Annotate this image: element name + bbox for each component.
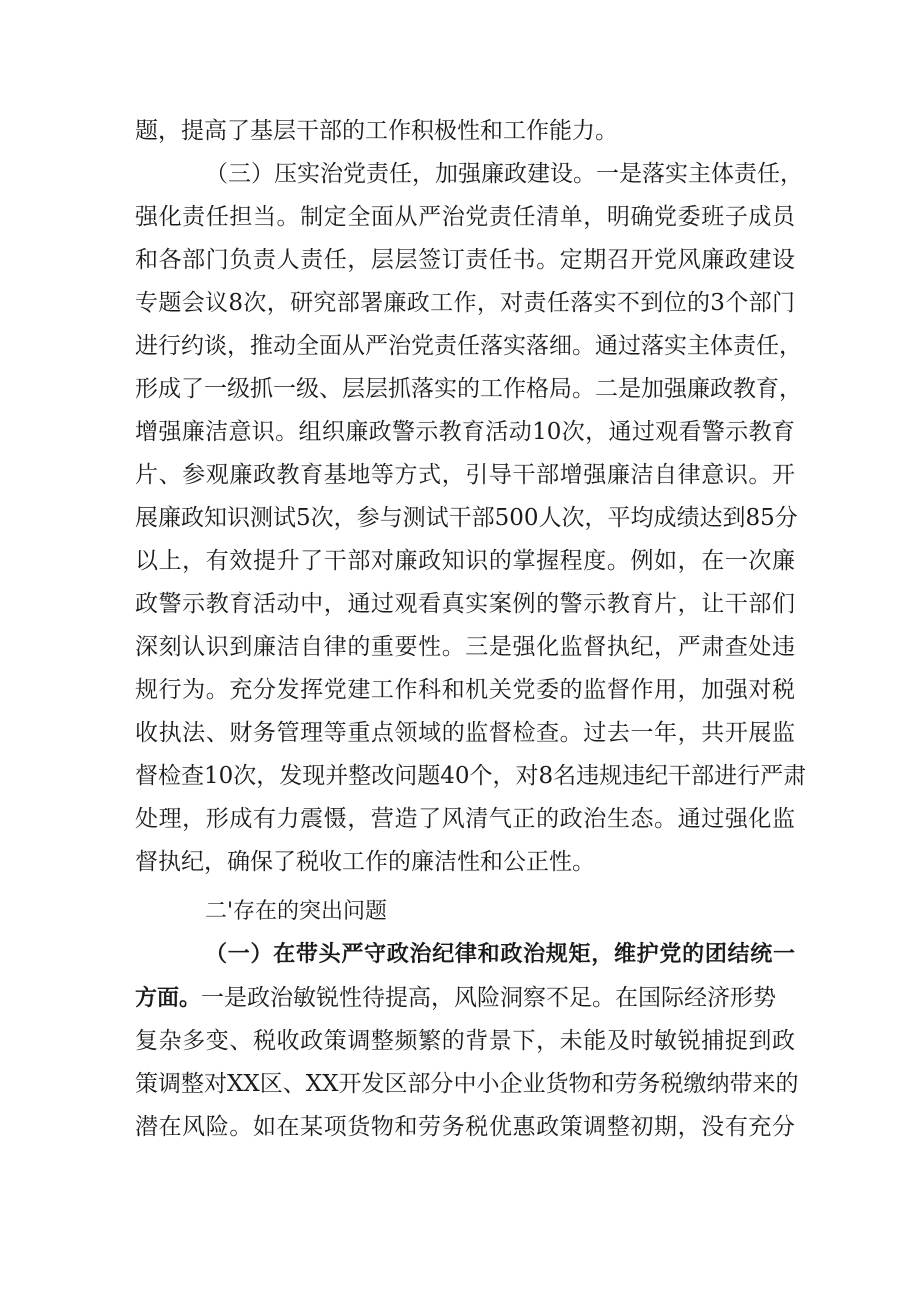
- text-line-11: 以上，有效提升了干部对廉政知识的掌握程度。例如，在一次廉: [135, 548, 795, 574]
- section-3-heading-line: （三）压实治党责任，加强廉政建设。一是落实主体责任，: [205, 161, 803, 187]
- text-line-5: 专题会议8次，研究部署廉政工作，对责任落实不到位的3个部门: [135, 290, 795, 316]
- subsection-1-heading-end: 方面。: [135, 986, 202, 1011]
- text-line-8: 增强廉洁意识。组织廉政警示教育活动10次，通过观看警示教育: [135, 419, 795, 445]
- text-line-24: 潜在风险。如在某项货物和劳务税优惠政策调整初期，没有充分: [135, 1114, 795, 1140]
- text-line-6: 进行约谈，推动全面从严治党责任落实落细。通过落实主体责任，: [135, 333, 802, 359]
- text-line-16: 督检查10次，发现并整改问题40个，对8名违规违纪干部进行严肃: [135, 763, 807, 789]
- text-line-3: 强化责任担当。制定全面从严治党责任清单，明确党委班子成员: [135, 204, 795, 230]
- text-line-21-body: 一是政治敏锐性待提高，风险洞察不足。在国际经济形势: [201, 985, 777, 1011]
- text-line-21: [135, 979, 795, 1017]
- text-line-23: 策调整对XX区、XX开发区部分中小企业货物和劳务税缴纳带来的: [135, 1071, 799, 1097]
- text-line-4: 和各部门负责人责任，层层签订责任书。定期召开党风廉政建设: [135, 247, 795, 273]
- text-line-1: 题，提高了基层干部的工作积极性和工作能力。: [135, 118, 618, 144]
- text-line-9: 片、参观廉政教育基地等方式，引导干部增强廉洁自律意识。开: [135, 462, 795, 488]
- text-line-12: 政警示教育活动中，通过观看真实案例的警示教育片，让干部们: [135, 591, 795, 617]
- subsection-1-heading: （一）在带头严守政治纪律和政治规矩，维护党的团结统一: [205, 942, 795, 967]
- text-line-7: 形成了一级抓一级、层层抓落实的工作格局。二是加强廉政教育，: [135, 376, 802, 402]
- text-line-13: 深刻认识到廉洁自律的重要性。三是强化监督执纪，严肃查处违: [135, 634, 795, 660]
- text-line-15: 收执法、财务管理等重点领域的监督检查。过去一年，共开展监: [135, 720, 795, 746]
- text-line-18: 督执纪，确保了税收工作的廉洁性和公正性。: [135, 849, 595, 875]
- text-line-14: 规行为。充分发挥党建工作科和机关党委的监督作用，加强对税: [135, 677, 795, 703]
- text-line-17: 处理，形成有力震慑，营造了风清气正的政治生态。通过强化监: [135, 806, 795, 832]
- section-2-heading: 二'存在的突出问题: [205, 899, 388, 924]
- text-line-10: 展廉政知识测试5次，参与测试干部500人次，平均成绩达到85分: [135, 505, 798, 531]
- text-line-22: 复杂多变、税收政策调整频繁的背景下，未能及时敏锐捕捉到政: [135, 1028, 795, 1054]
